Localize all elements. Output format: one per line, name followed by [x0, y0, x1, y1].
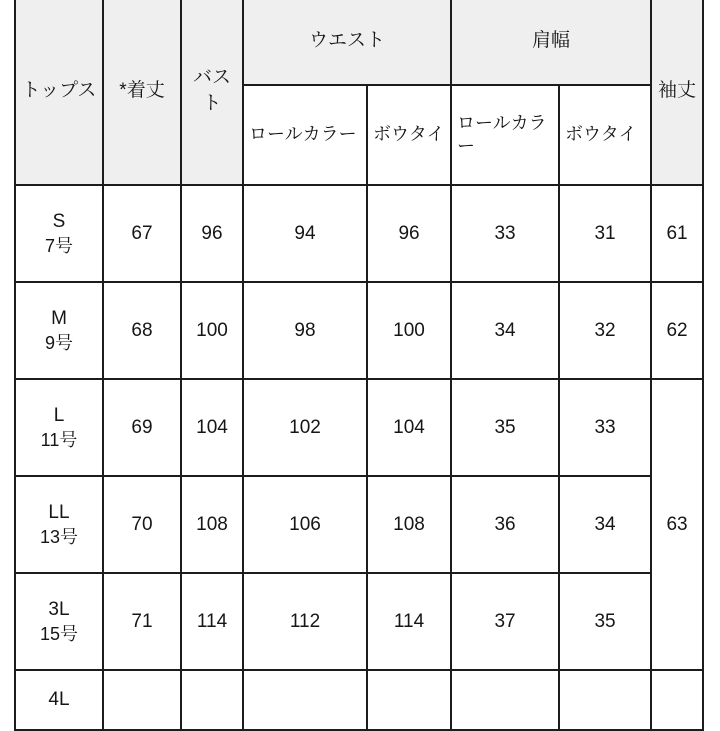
size-code: L: [53, 404, 65, 426]
cell-sleeve: 63: [651, 379, 703, 670]
subheader-shoulder-roll-collar: ロールカラー: [451, 85, 559, 185]
table-row: [15, 379, 703, 476]
cell-waist-roll: [243, 670, 367, 730]
size-code: 4L: [48, 689, 70, 711]
cell-waist-bow: 114: [367, 573, 451, 670]
cell-sleeve: 62: [651, 282, 703, 379]
size-jp: 15号: [39, 624, 79, 645]
cell-bust: 108: [181, 476, 243, 573]
table-row: [15, 573, 703, 670]
cell-shoulder-roll: 37: [451, 573, 559, 670]
size-code: M: [51, 307, 67, 329]
cell-shoulder-roll: [451, 670, 559, 730]
cell-waist-bow: 104: [367, 379, 451, 476]
cell-sleeve: 61: [651, 185, 703, 282]
cell-length: [103, 670, 181, 730]
table-row: [15, 282, 703, 379]
cell-length: 67: [103, 185, 181, 282]
cell-shoulder-roll: 33: [451, 185, 559, 282]
cell-shoulder-roll: 36: [451, 476, 559, 573]
cell-waist-roll: 94: [243, 185, 367, 282]
size-jp: 7号: [44, 236, 73, 257]
header-tops: トップス: [15, 0, 103, 185]
size-code: 3L: [48, 598, 70, 620]
cell-waist-roll: 98: [243, 282, 367, 379]
cell-shoulder-bow: 32: [559, 282, 651, 379]
header-waist: ウエスト: [243, 0, 451, 85]
cell-bust: 114: [181, 573, 243, 670]
row-size-label: [15, 379, 103, 476]
cell-shoulder-bow: 35: [559, 573, 651, 670]
cell-length: 70: [103, 476, 181, 573]
size-jp: 9号: [44, 333, 73, 354]
cell-waist-roll: 112: [243, 573, 367, 670]
size-code: LL: [48, 501, 70, 523]
header-shoulder: 肩幅: [451, 0, 651, 85]
cell-shoulder-bow: [559, 670, 651, 730]
row-size-label: [15, 573, 103, 670]
cell-sleeve: [651, 670, 703, 730]
table-row: [15, 670, 703, 730]
cell-bust: 100: [181, 282, 243, 379]
cell-bust: [181, 670, 243, 730]
table-row: [15, 185, 703, 282]
size-jp: 11号: [40, 430, 78, 451]
cell-bust: 96: [181, 185, 243, 282]
table-row: [15, 476, 703, 573]
cell-waist-bow: [367, 670, 451, 730]
size-jp: 13号: [39, 527, 79, 548]
cell-bust: 104: [181, 379, 243, 476]
row-size-label: [15, 185, 103, 282]
subheader-shoulder-bow-tie: ボウタイ: [559, 85, 651, 185]
cell-waist-bow: 96: [367, 185, 451, 282]
cell-shoulder-bow: 31: [559, 185, 651, 282]
cell-waist-bow: 108: [367, 476, 451, 573]
cell-waist-bow: 100: [367, 282, 451, 379]
size-code: S: [52, 210, 66, 232]
header-sleeve: 袖丈: [651, 0, 703, 185]
subheader-waist-bow-tie: ボウタイ: [367, 85, 451, 185]
cell-shoulder-bow: 33: [559, 379, 651, 476]
subheader-waist-roll-collar: ロールカラー: [243, 85, 367, 185]
row-size-label: [15, 476, 103, 573]
table-header-row: [15, 0, 703, 85]
cell-shoulder-roll: 34: [451, 282, 559, 379]
cell-length: 71: [103, 573, 181, 670]
header-bust: バスト: [181, 0, 243, 185]
cell-shoulder-roll: 35: [451, 379, 559, 476]
header-length: *着丈: [103, 0, 181, 185]
cell-waist-roll: 106: [243, 476, 367, 573]
row-size-label: [15, 282, 103, 379]
size-table: [14, 0, 704, 731]
row-size-label: [15, 670, 103, 730]
cell-length: 69: [103, 379, 181, 476]
cell-shoulder-bow: 34: [559, 476, 651, 573]
cell-waist-roll: 102: [243, 379, 367, 476]
cell-length: 68: [103, 282, 181, 379]
